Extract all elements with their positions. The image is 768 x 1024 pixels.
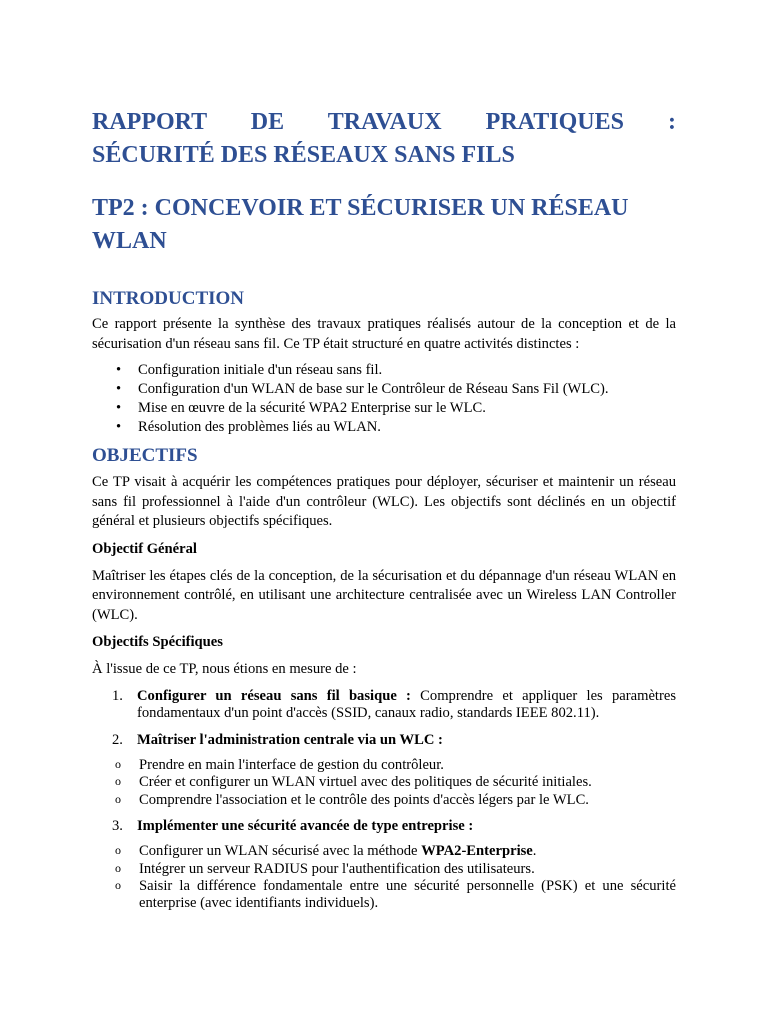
list-item [92,688,676,723]
introduction-list [92,361,676,437]
list-item-text: Comprendre et appliquer les paramètres fondamentaux d'un point d'accès (SSID, canaux radio, standards IEEE 802.11). [137,687,676,721]
list-item-lead: Implémenter une sécurité avancée de type entreprise : [137,817,474,834]
objectives-heading: OBJECTIFS [92,445,198,466]
list-item: • Configuration initiale d'un réseau sans fil. [138,361,676,380]
list-item-body [137,818,676,836]
list-number: 3. [112,817,123,834]
sub-list [92,757,676,809]
list-item-body [137,732,676,750]
sub-list-item: o Créer et configurer un WLAN virtuel avec des politiques de sécurité initiales. [139,774,676,791]
sub-list-item: o Saisir la différence fondamentale entre une sécurité personnelle (PSK) et une sécurité enterprise (avec identifiants individuels). [139,878,676,913]
introduction-heading: INTRODUCTION [92,288,245,309]
title-line-1: RAPPORT DE TRAVAUX PRATIQUES : [92,109,676,135]
specific-objectives-heading: Objectifs Spécifiques [92,634,223,650]
sub-list-item-text: Configurer un WLAN sécurisé avec la méthode [139,843,422,860]
list-item: • Mise en œuvre de la sécurité WPA2 Enterprise sur le WLC. [138,399,676,418]
objectives-paragraph: Ce TP visait à acquérir les compétences pratiques pour déployer, sécuriser et maintenir un réseau sans fil professionnel à l'aide d'un contrôleur (WLC). Les objectifs sont déclinés en un objectif général et plusieurs objectifs spécifiques. [92,474,676,529]
sub-list-item: o Comprendre l'association et le contrôle des points d'accès légers par le WLC. [139,792,676,809]
list-item-lead: Configurer un réseau sans fil basique : [137,687,411,704]
general-objective-heading: Objectif Général [92,540,197,557]
specific-objectives-intro: À l'issue de ce TP, nous étions en mesure de : [92,661,357,677]
list-number: 2. [112,731,123,748]
sub-list-item: o Prendre en main l'interface de gestion du contrôleur. [139,757,676,774]
list-item [92,732,676,809]
document-subtitle: TP2 : CONCEVOIR ET SÉCURISER UN RÉSEAU WLAN [92,195,629,254]
list-item-lead: Maîtriser l'administration centrale via un WLC : [137,731,443,748]
sub-list [92,843,676,912]
list-item: • Résolution des problèmes liés au WLAN. [138,418,676,437]
document-page [92,106,676,922]
title-line-2: SÉCURITÉ DES RÉSEAUX SANS FILS [92,142,515,168]
specific-objectives-list [92,688,676,913]
sub-list-item: o Intégrer un serveur RADIUS pour l'authentification des utilisateurs. [139,861,676,878]
document-title [92,106,676,172]
sub-list-item-tail: . [532,843,537,860]
sub-list-item [139,843,676,860]
list-item-body [137,688,676,723]
list-item: • Configuration d'un WLAN de base sur le Contrôleur de Réseau Sans Fil (WLC). [138,380,676,399]
introduction-paragraph: Ce rapport présente la synthèse des travaux pratiques réalisés autour de la conception et de la sécurisation d'un réseau sans fil. Ce TP était structuré en quatre activités distinctes : [92,316,676,352]
list-number: 1. [112,687,123,704]
list-item [92,818,676,913]
general-objective-text: Maîtriser les étapes clés de la conception, de la sécurisation et du dépannage d'un réseau WLAN en environnement contrôlé, en utilisant une architecture centralisée avec un Wireless LAN Controller (WLC). [92,567,676,623]
sub-list-item-bold: WPA2-Enterprise [421,843,533,860]
